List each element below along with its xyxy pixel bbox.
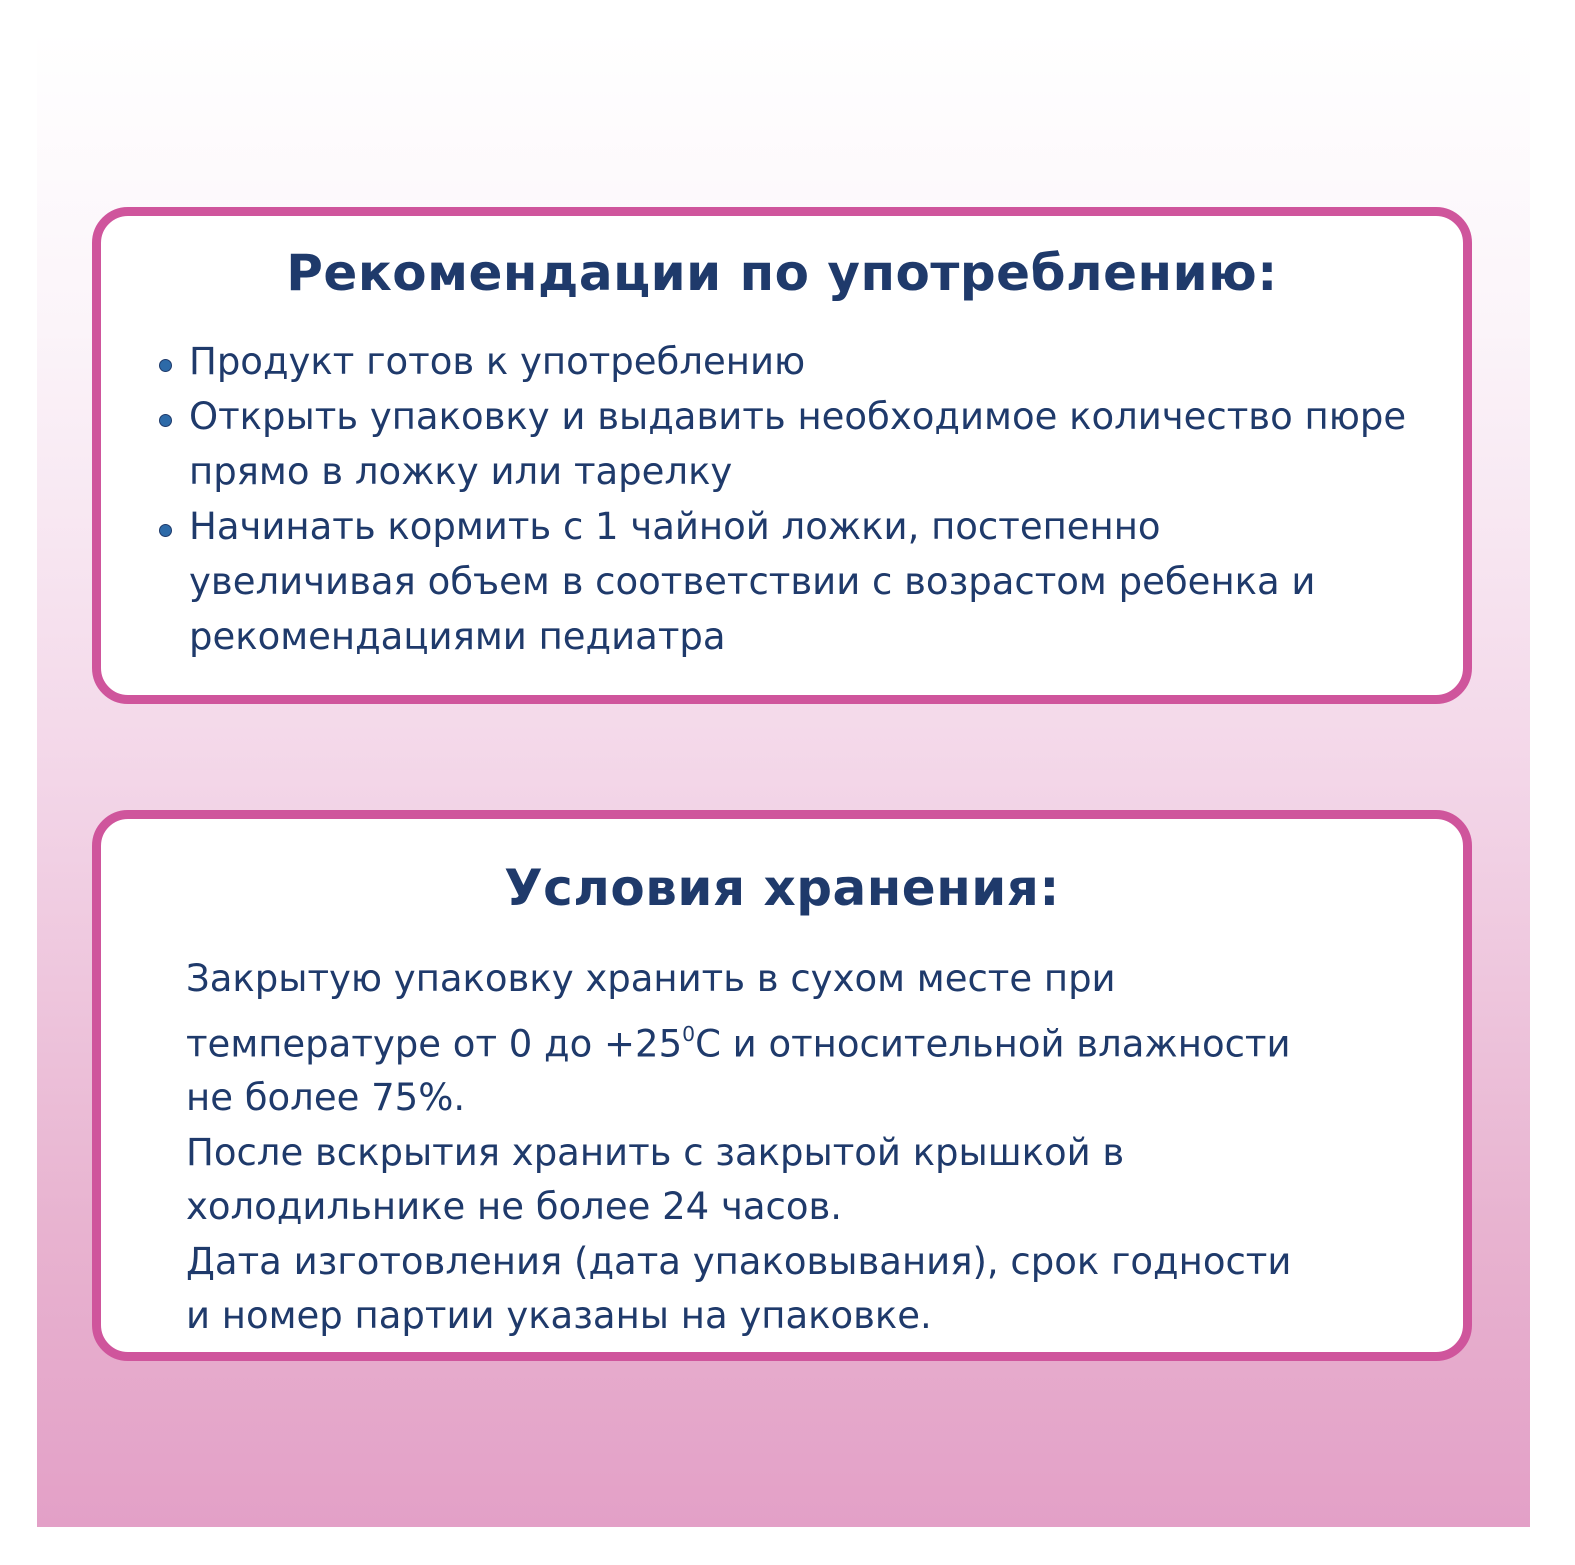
list-item: Продукт готов к употреблению <box>159 334 1406 389</box>
list-item: Начинать кормить с 1 чайной ложки, постепенно увеличивая объем в соответствии с возрастом ребенка и рекомендациями педиатра <box>159 499 1406 664</box>
bullet-icon <box>159 359 172 372</box>
usage-list <box>159 334 1406 664</box>
storage-title: Условия хранения: <box>504 859 1060 917</box>
usage-recommendations-card <box>92 207 1472 704</box>
temperature-line: температуре от 0 до $+25^0С$ и относительной влажности <box>186 1021 1291 1065</box>
bullet-icon <box>159 414 172 427</box>
usage-title: Рекомендации по употреблению: <box>286 244 1278 302</box>
list-item: Открыть упаковку и выдавить необходимое количество пюре прямо в ложку или тарелку <box>159 389 1406 499</box>
storage-text: Закрытую упаковку хранить в сухом месте при температуре от 0 до $+25^0С$ и относительной влажности не более 75%. После вскрытия хранить с закрытой крышкой в холодильнике не более 24 часов. Дата изготовления (дата упаковывания), срок годности и номер партии указаны на упаковке. <box>186 957 1292 1338</box>
storage-conditions-card <box>92 810 1472 1361</box>
bullet-icon <box>159 524 172 537</box>
